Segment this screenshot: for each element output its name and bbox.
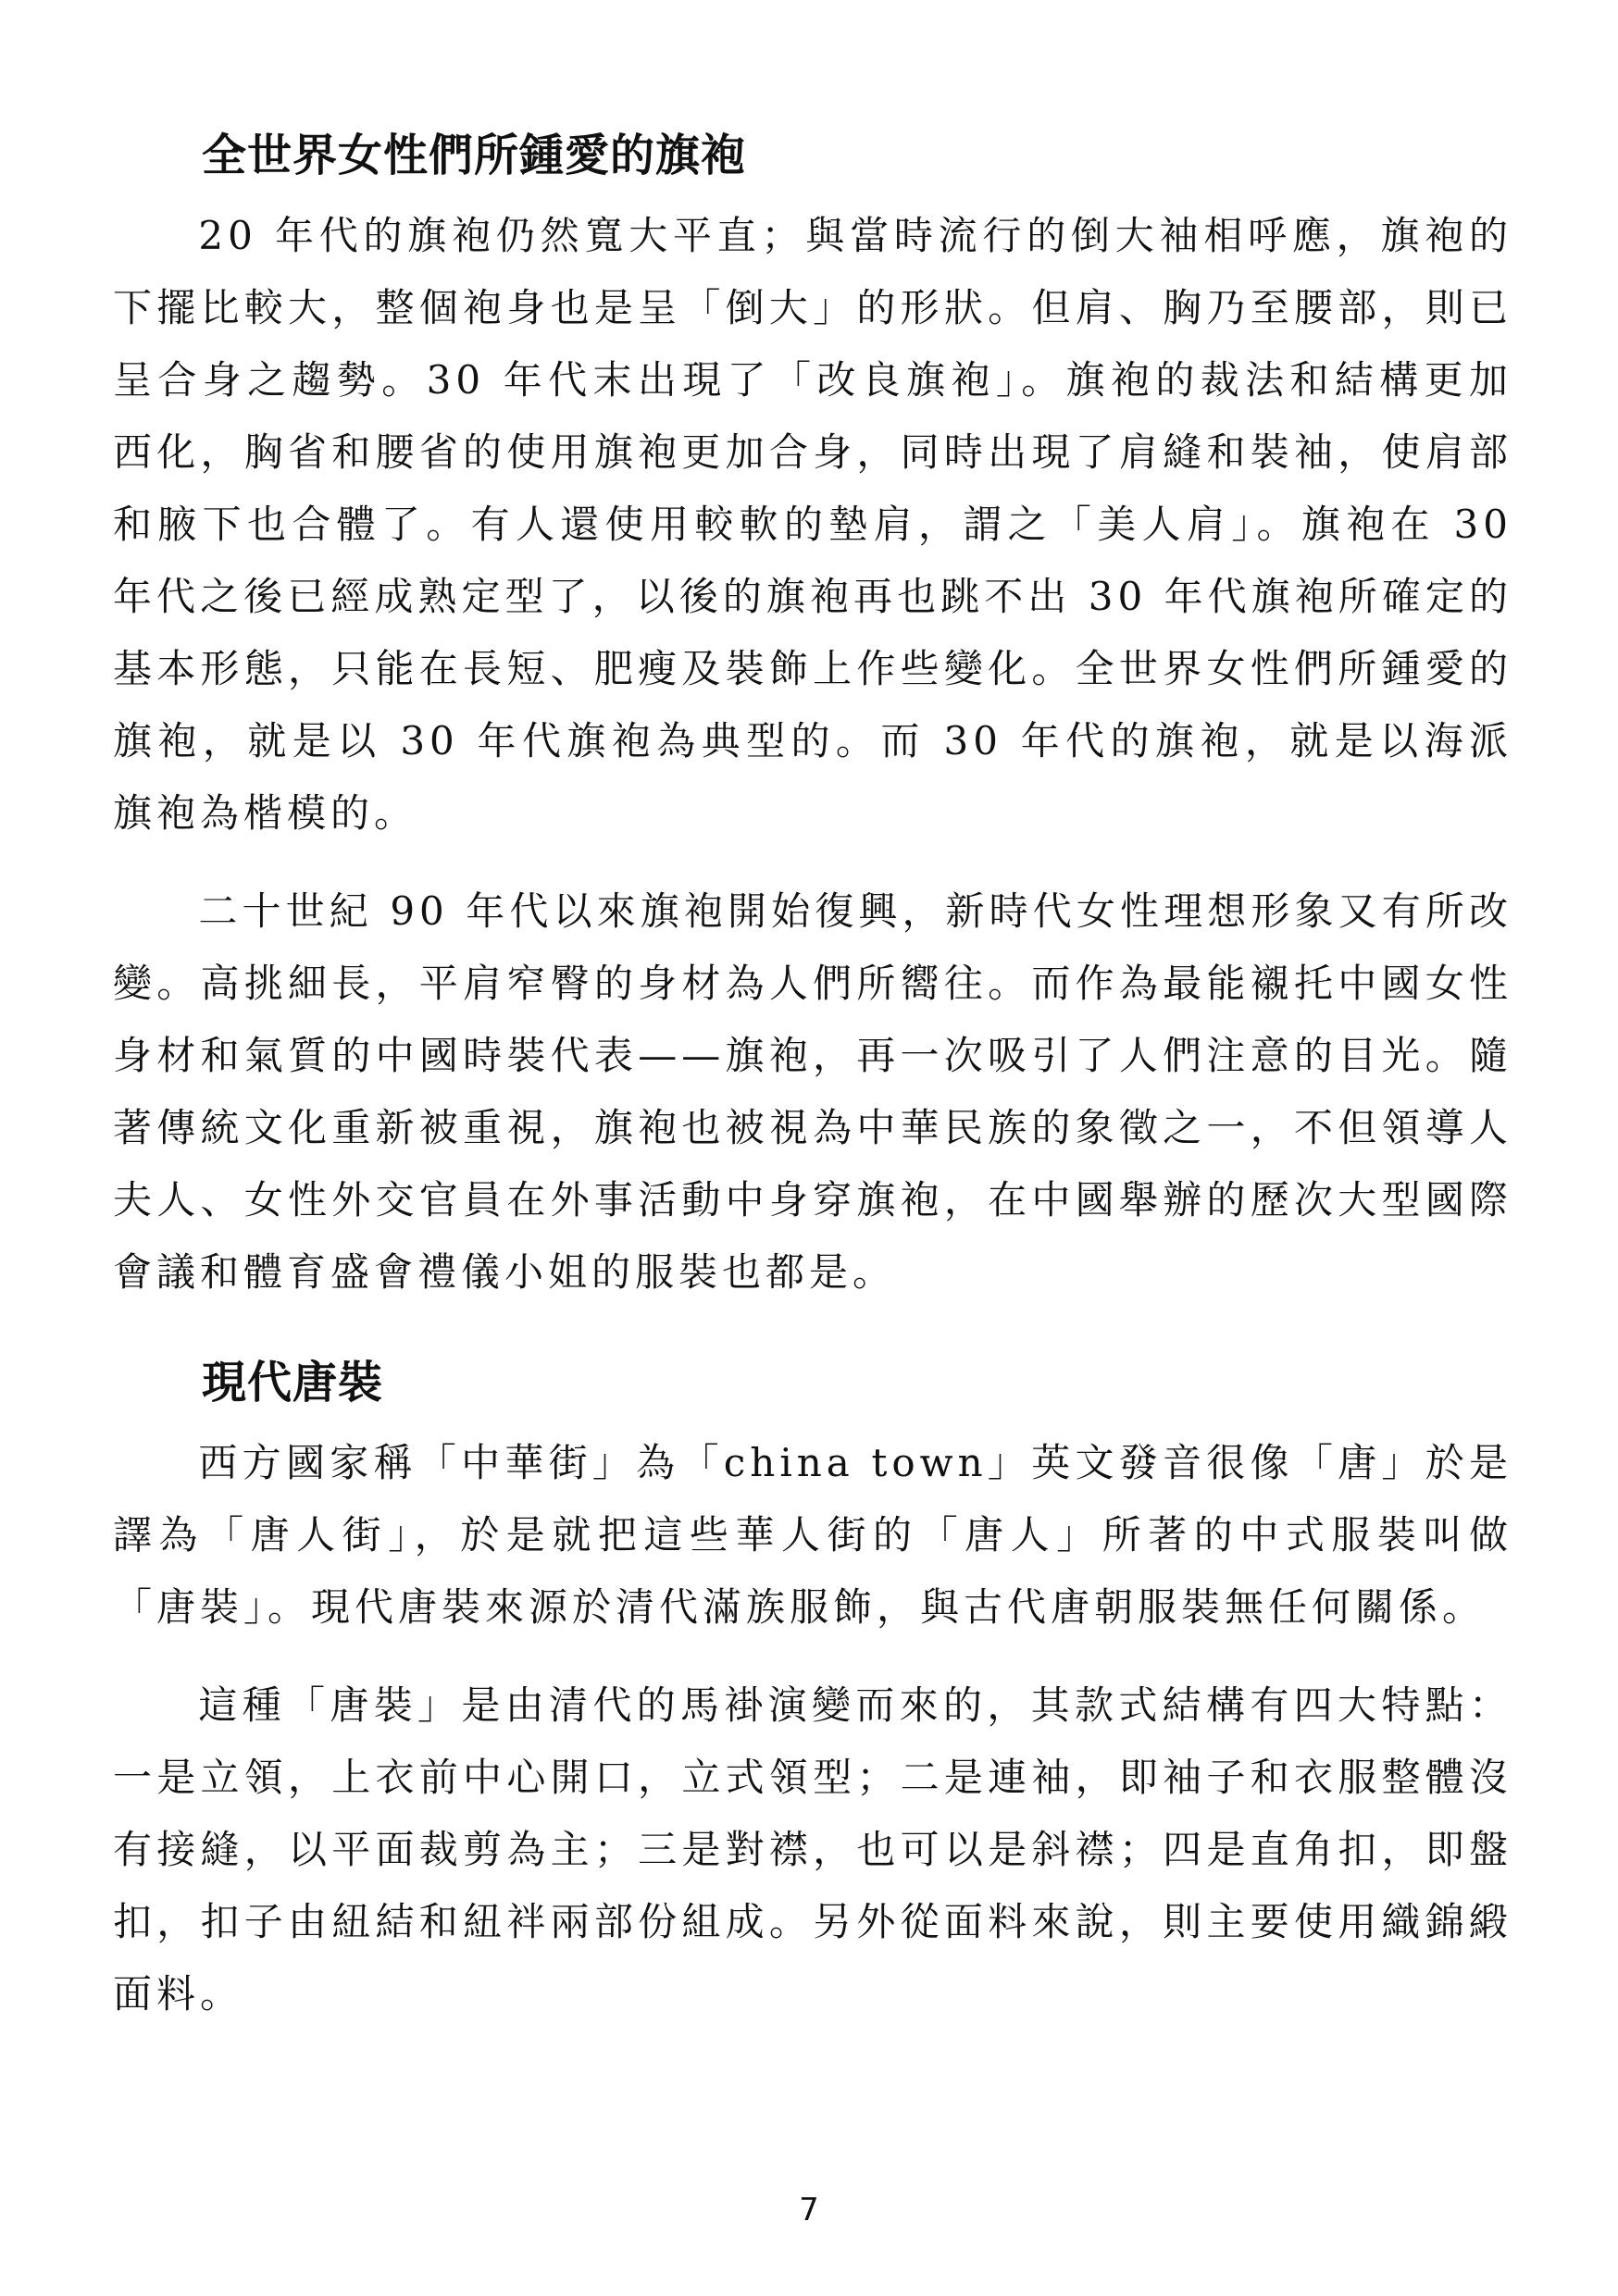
section-heading: 現代唐裝 bbox=[202, 1357, 384, 1409]
body-paragraph: 二十世紀 90 年代以來旗袍開始復興，新時代女性理想形象又有所改變。高挑細長，平肩窄臀的身材為人們所嚮往。而作為最能襯托中國女性身材和氣質的中國時裝代表——旗袍，再一次吸引了人們注意的目光。隨著傳統文化重新被重視，旗袍也被視為中華民族的象徵之一，不但領導人夫人、女性外交官員在外事活動中身穿旗袍，在中國舉辦的歷次大型國際會議和體育盛會禮儀小姐的服裝也都是。 bbox=[113, 888, 1512, 1295]
body-paragraph: 20 年代的旗袍仍然寬大平直；與當時流行的倒大袖相呼應，旗袍的下擺比較大，整個袍身也是呈「倒大」的形狀。但肩、胸乃至腰部，則已呈合身之趨勢。30 年代末出現了「改良旗袍」。旗袍的裁法和結構更加西化，胸省和腰省的使用旗袍更加合身，同時出現了肩縫和裝袖，使肩部和腋下也合體了。有人還使用較軟的墊肩，謂之「美人肩」。旗袍在 30 年代之後已經成熟定型了，以後的旗袍再也跳不出 30 年代旗袍所確定的基本形態，只能在長短、肥瘦及裝飾上作些變化。全世界女性們所鍾愛的旗袍，就是以 30 年代旗袍為典型的。而 30 年代的旗袍，就是以海派旗袍為楷模的。 bbox=[113, 213, 1512, 836]
section-qipao bbox=[113, 111, 1512, 1309]
page-content bbox=[113, 111, 1512, 2030]
body-paragraph: 這種「唐裝」是由清代的馬褂演變而來的，其款式結構有四大特點：一是立領，上衣前中心開口，立式領型；二是連袖，即袖子和衣服整體沒有接縫，以平面裁剪為主；三是對襟，也可以是斜襟；四是直角扣，即盤扣，扣子由紐結和紐袢兩部份組成。另外從面料來說，則主要使用織錦緞面料。 bbox=[113, 1682, 1512, 2017]
section-tang-suit bbox=[113, 1338, 1512, 2030]
page-number: 7 bbox=[799, 2191, 819, 2228]
section-heading: 全世界女性們所鍾愛的旗袍 bbox=[202, 130, 747, 181]
body-paragraph: 西方國家稱「中華街」為「china town」英文發音很像「唐」於是譯為「唐人街」，於是就把這些華人街的「唐人」所著的中式服裝叫做「唐裝」。現代唐裝來源於清代滿族服飾，與古代唐朝服裝無任何關係。 bbox=[113, 1440, 1512, 1630]
